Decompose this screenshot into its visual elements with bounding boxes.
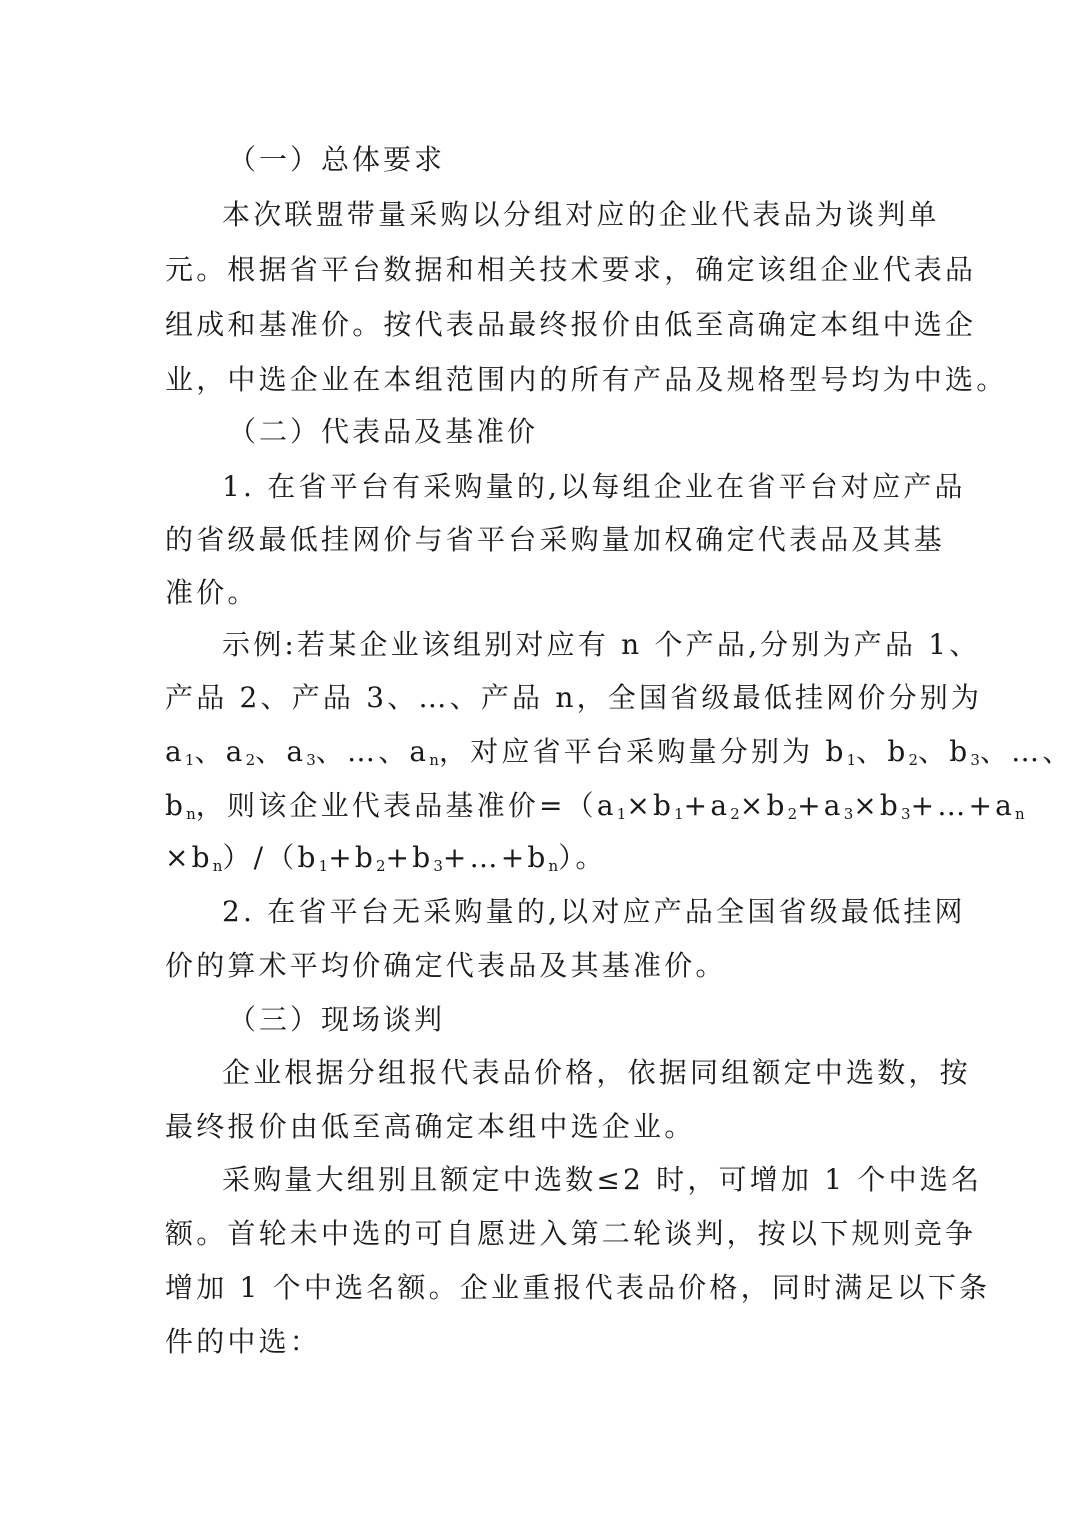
paragraph-line: 组成和基准价。按代表品最终报价由低至高确定本组中选企: [165, 308, 977, 341]
example-line-formula-end: $\times b_n)/(b_1+b_2+b_3+\dots+b_n)$。: [165, 841, 607, 875]
paragraph-line: 1. 在省平台有采购量的,以每组企业在省平台对应产品: [222, 470, 966, 503]
section-heading-onsite-negotiation: （三）现场谈判: [228, 1003, 446, 1036]
paragraph-line: 的省级最低挂网价与省平台采购量加权确定代表品及其基: [165, 523, 946, 556]
paragraph-line: 业，中选企业在本组范围内的所有产品及规格型号均为中选。: [165, 363, 1008, 396]
paragraph-line: 件的中选：: [165, 1325, 322, 1358]
section-heading-representative-products: （二）代表品及基准价: [228, 415, 539, 448]
example-line: 产品 2、产品 3、…、产品 n，全国省级最低挂网价分别为: [165, 681, 983, 714]
paragraph-line: 额。首轮未中选的可自愿进入第二轮谈判，按以下规则竞争: [165, 1217, 977, 1250]
paragraph-line: 元。根据省平台数据和相关技术要求，确定该组企业代表品: [165, 253, 977, 286]
paragraph-line: 最终报价由低至高确定本组中选企业。: [165, 1110, 696, 1143]
paragraph-line: 2. 在省平台无采购量的,以对应产品全国省级最低挂网: [222, 895, 966, 928]
example-line: 示例:若某企业该组别对应有 n 个产品,分别为产品 1、: [222, 628, 981, 661]
paragraph-line: 采购量大组别且额定中选数≤2 时，可增加 1 个中选名: [222, 1163, 983, 1196]
paragraph-line: 企业根据分组报代表品价格，依据同组额定中选数，按: [222, 1056, 971, 1089]
paragraph-line: 准价。: [165, 576, 259, 609]
example-line-formula: $b_n$，则该企业代表品基准价$=(a_1\times b_1+a_2\times b_2+a_3\times b_3+\dots+a_n$: [165, 789, 1025, 823]
paragraph-line: 本次联盟带量采购以分组对应的企业代表品为谈判单: [222, 198, 940, 231]
paragraph-line: 价的算术平均价确定代表品及其基准价。: [165, 949, 727, 982]
section-heading-overall-requirements: （一）总体要求: [228, 143, 446, 176]
paragraph-line: 增加 1 个中选名额。企业重报代表品价格，同时满足以下条: [165, 1271, 991, 1304]
example-line-prices: $a_1$、$a_2$、$a_3$、…、$a_n$，对应省平台采购量分别为 $b_1$、$b_2$、$b_3$、…、: [165, 735, 1074, 769]
